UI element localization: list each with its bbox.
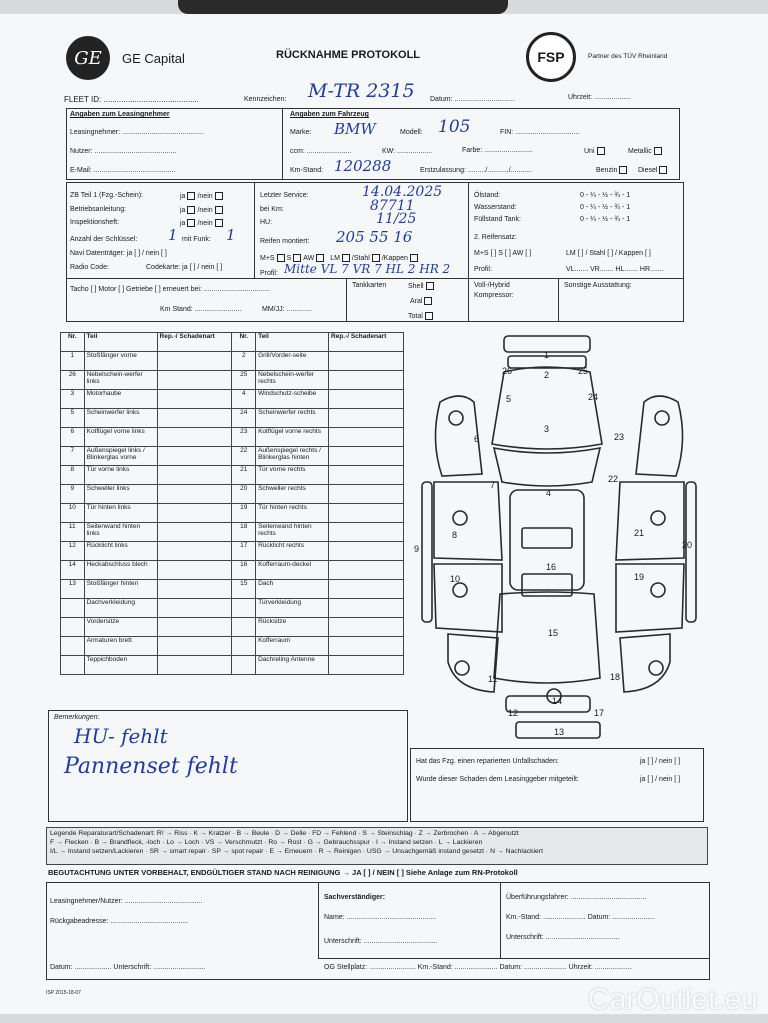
table-header-row — [61, 333, 404, 352]
damage-cell[interactable] — [328, 447, 403, 466]
damage-cell[interactable] — [328, 618, 403, 637]
part-number: 23 — [232, 428, 256, 447]
diagram-label-13: 13 — [554, 727, 565, 737]
table-header-cell: Teil — [256, 333, 329, 352]
right-front-door-part — [616, 482, 684, 560]
fahrzeug-heading: Angaben zum Fahrzeug — [290, 111, 369, 118]
part-name: Kofferraum-deckel — [256, 561, 329, 580]
part-name: Teppichboden — [84, 656, 157, 675]
right-quarter-part — [620, 634, 670, 692]
insp-janein[interactable]: ja /nein — [180, 219, 225, 227]
part-name: Scheinwerfer rechts — [256, 409, 329, 428]
fleet-id: FLEET ID: ........................................... — [64, 95, 199, 104]
diagram-label-16: 16 — [546, 562, 557, 572]
reifensatz-opts2[interactable]: LM [ ] / Stahl [ ] / Kappen [ ] — [566, 250, 651, 257]
part-number: 4 — [232, 390, 256, 409]
reifen-label: Reifen montiert: — [260, 238, 310, 245]
profil-label: Profil: — [260, 270, 278, 277]
table-row — [61, 656, 404, 675]
form-code: ISP 2015-18-07 — [46, 990, 81, 996]
part-name: Tür hinten rechts — [256, 504, 329, 523]
diagram-label-7: 7 — [490, 480, 496, 490]
part-number: 13 — [61, 580, 85, 599]
leasingnehmer-sign: Leasingnehmer/Nutzer: ........................................ — [50, 898, 203, 905]
kw-field: KW: .................. — [382, 148, 433, 155]
right-front-fender-part — [636, 396, 683, 476]
part-name: Außenspiegel links / Blinkerglas vorne — [84, 447, 157, 466]
damage-cell[interactable] — [328, 409, 403, 428]
table-row — [61, 485, 404, 504]
profil2-label: Profil: — [474, 266, 492, 273]
legend-box — [46, 827, 708, 865]
diagram-label-3: 3 — [544, 424, 550, 434]
shell-option[interactable]: Shell — [408, 282, 436, 290]
leasing-heading: Angaben zum Leasingnehmer — [70, 111, 170, 118]
car-damage-diagram — [412, 332, 706, 742]
part-number: 7 — [61, 447, 85, 466]
table-header-cell: Rep.-/ Schadenart — [328, 333, 403, 352]
parts-table — [60, 332, 404, 675]
part-name: Schweller links — [84, 485, 157, 504]
windshield-part — [494, 448, 600, 486]
part-name: Dach — [256, 580, 329, 599]
right-rear-door-part — [616, 564, 684, 632]
part-name: Türverkleidung — [256, 599, 329, 618]
table-row — [61, 428, 404, 447]
damage-cell[interactable] — [157, 599, 232, 618]
legend-line-1: Legende Reparaturart/Schadenart: R! → Riss · K → Kratzer · B → Beule · D → Delle · FD → Fehlend · S → Steinschlag · Z → Zerbrochen · A → Abgenutzt — [50, 830, 519, 837]
part-name: Scheinwerfer links — [84, 409, 157, 428]
part-name: Stoßfänger hinten — [84, 580, 157, 599]
part-name: Kofferraum — [256, 637, 329, 656]
km-value: 120288 — [334, 157, 392, 175]
part-number: 8 — [61, 466, 85, 485]
part-number: 21 — [232, 466, 256, 485]
damage-cell[interactable] — [328, 637, 403, 656]
part-number: 15 — [232, 580, 256, 599]
wasserstand-scale: 0 - ¼ - ½ - ¾ - 1 — [580, 204, 631, 211]
part-name: Außenspiegel rechts / Blinkerglas hinten — [256, 447, 329, 466]
modell-value: 105 — [438, 117, 471, 137]
tank-label: Füllstand Tank: — [474, 216, 521, 223]
part-number — [61, 599, 85, 618]
uni-option[interactable]: Uni — [584, 147, 607, 155]
damage-cell[interactable] — [157, 542, 232, 561]
codekarte-field: Codekarte: ja [ ] / nein [ ] — [146, 264, 223, 271]
damage-cell[interactable] — [328, 485, 403, 504]
part-number: 24 — [232, 409, 256, 428]
diagram-label-12: 12 — [508, 708, 519, 718]
part-name: Kotflügel vorne links — [84, 428, 157, 447]
part-name: Grill/Vorder-seite — [256, 352, 329, 371]
part-name: Kotflügel vorne rechts — [256, 428, 329, 447]
marke-label: Marke: — [290, 129, 312, 136]
table-row — [61, 523, 404, 542]
table-row — [61, 542, 404, 561]
part-number — [61, 637, 85, 656]
part-number — [61, 656, 85, 675]
bei-km-value: 87711 — [370, 198, 415, 214]
sv-unterschrift: Unterschrift: ...................................... — [324, 938, 438, 945]
uhrzeit-field: Uhrzeit: ................... — [568, 94, 632, 101]
radio-code: Radio Code: — [70, 264, 109, 271]
table-row — [61, 390, 404, 409]
remarks-label: Bemerkungen: — [54, 714, 100, 721]
og-stellplatz: OG Stellplatz: ........................ Km.-Stand: ...................... Datum: ...................... Uhrzeit: ................... — [324, 964, 632, 971]
inspektionsheft-row: Inspektionsheft: — [70, 219, 120, 226]
part-name: Seitenwand hinten rechts — [256, 523, 329, 542]
ccm-field: ccm: ....................... — [290, 148, 352, 155]
diagram-label-6: 6 — [474, 434, 480, 444]
clipboard-clip — [178, 0, 508, 14]
mmjj-field: MM/JJ: ............. — [262, 306, 312, 313]
damage-cell[interactable] — [328, 523, 403, 542]
table-header-cell: Teil — [84, 333, 157, 352]
nutzer-field: Nutzer: .......................................... — [70, 148, 177, 155]
email-field: E-Mail: .......................................... — [70, 167, 176, 174]
sunroof-part — [522, 528, 572, 548]
table-row — [61, 599, 404, 618]
table-header-cell: Nr. — [232, 333, 256, 352]
diagram-label-21: 21 — [634, 528, 645, 538]
reifensatz-opts[interactable]: M+S [ ] S [ ] AW [ ] — [474, 250, 532, 257]
oelstand-label: Ölstand: — [474, 192, 501, 199]
partner-text: Partner des TÜV Rheinland — [588, 53, 668, 60]
part-name: Stoßfänger vorne — [84, 352, 157, 371]
damage-cell[interactable] — [328, 656, 403, 675]
damage-cell[interactable] — [328, 580, 403, 599]
part-name: Tür hinten links — [84, 504, 157, 523]
diagram-label-10: 10 — [450, 574, 461, 584]
damage-cell[interactable] — [157, 580, 232, 599]
kennzeichen-label: Kennzeichen: — [244, 96, 287, 103]
reifen-value: 205 55 16 — [336, 228, 413, 246]
diagram-label-18: 18 — [610, 672, 621, 682]
trunk-part — [494, 592, 600, 683]
zb-teil-row: ZB Teil 1 (Fzg.-Schein): — [70, 192, 144, 199]
watermark: CarOutlet.eu — [587, 983, 758, 1016]
damage-cell[interactable] — [328, 599, 403, 618]
remark-line-2: Pannenset fehlt — [64, 754, 238, 779]
accident-q2-janein[interactable]: ja [ ] / nein [ ] — [640, 776, 681, 783]
damage-cell[interactable] — [157, 561, 232, 580]
part-name: Rücksitze — [256, 618, 329, 637]
metallic-option[interactable]: Metallic — [628, 147, 664, 155]
table-row — [61, 352, 404, 371]
ge-brand: GE Capital — [122, 51, 185, 66]
diagram-label-24: 24 — [588, 392, 599, 402]
kmstand-field: Km Stand: ........................ — [160, 306, 242, 313]
part-name: Armaturen brett — [84, 637, 157, 656]
damage-cell[interactable] — [157, 447, 232, 466]
divider — [468, 182, 469, 322]
reifensatz-label: 2. Reifensatz: — [474, 234, 517, 241]
part-number: 17 — [232, 542, 256, 561]
kmstand-datum-field: Km.-Stand: ...................... Datum: ...................... — [506, 914, 655, 921]
table-row — [61, 504, 404, 523]
zb-janein[interactable]: ja /nein — [180, 192, 225, 200]
aral-option[interactable]: Aral — [410, 297, 434, 305]
schluessel-label: Anzahl der Schlüssel: — [70, 236, 138, 243]
part-number: 5 — [61, 409, 85, 428]
damage-cell[interactable] — [328, 352, 403, 371]
remark-line-1: HU- fehlt — [74, 724, 168, 748]
part-name: Dachreling Antenne — [256, 656, 329, 675]
marke-value: BMW — [334, 120, 376, 138]
table-row — [61, 637, 404, 656]
sonstige-label: Sonstige Ausstattung: — [564, 282, 632, 289]
part-name: Windschutz-scheibe — [256, 390, 329, 409]
divider — [66, 278, 684, 279]
table-row — [61, 466, 404, 485]
part-name: Tür vorne rechts — [256, 466, 329, 485]
damage-cell[interactable] — [328, 390, 403, 409]
damage-cell[interactable] — [157, 409, 232, 428]
part-number: 12 — [61, 542, 85, 561]
leasingnehmer-field: Leasingnehmer: .......................................... — [70, 129, 204, 136]
modell-label: Modell: — [400, 129, 423, 136]
diagram-label-23: 23 — [614, 432, 625, 442]
diagram-label-1: 1 — [544, 350, 550, 360]
profil2-line: VL....... VR....... HL....... HR....... — [566, 266, 664, 273]
part-number: 22 — [232, 447, 256, 466]
table-row — [61, 371, 404, 390]
letzter-service-label: Letzter Service: — [260, 192, 309, 199]
legend-line-2: F → Flecken · B → Brandfleck, -loch · Lo → Loch · VS → Verschmutzt · Ro → Rost · G → Gebrauchsspur · I → Instand setzen · L → Lackieren — [50, 838, 483, 846]
hu-value: 11/25 — [376, 211, 417, 227]
total-option[interactable]: Total — [408, 312, 435, 320]
damage-cell[interactable] — [157, 352, 232, 371]
diagram-label-4: 4 — [546, 488, 552, 498]
damage-cell[interactable] — [157, 371, 232, 390]
divider — [558, 278, 559, 322]
kennzeichen-value: M-TR 2315 — [308, 80, 415, 102]
part-number: 16 — [232, 561, 256, 580]
diagram-label-19: 19 — [634, 572, 645, 582]
part-number: 2 — [232, 352, 256, 371]
left-rear-door-part — [434, 564, 502, 632]
page-title: RÜCKNAHME PROTOKOLL — [276, 49, 421, 61]
table-row — [61, 561, 404, 580]
erstzulassung-field: Erstzulassung: ........./.........../........... — [420, 167, 533, 174]
part-name: Rücklicht links — [84, 542, 157, 561]
divider — [254, 182, 255, 278]
part-number: 1 — [61, 352, 85, 371]
tacho-row: Tacho [ ] Motor [ ] Getriebe [ ] erneuert bei: .................................. — [70, 286, 270, 293]
table-row — [61, 409, 404, 428]
part-number: 20 — [232, 485, 256, 504]
hu-label: HU: — [260, 219, 273, 226]
part-name: Tür vorne links — [84, 466, 157, 485]
left-sill-part — [422, 482, 432, 622]
part-number — [232, 656, 256, 675]
part-number: 18 — [232, 523, 256, 542]
divider — [346, 278, 347, 322]
tank-scale: 0 - ¼ - ½ - ¾ - 1 — [580, 216, 631, 223]
diagram-label-9: 9 — [414, 544, 420, 554]
part-name: Rücklicht rechts — [256, 542, 329, 561]
sachverstaendiger-label: Sachverständiger: — [324, 894, 386, 901]
part-number — [232, 637, 256, 656]
voll-label: Voll-/Hybrid — [474, 282, 510, 289]
damage-cell[interactable] — [328, 466, 403, 485]
table-row — [61, 580, 404, 599]
benzin-option[interactable]: Benzin — [596, 166, 629, 174]
damage-cell[interactable] — [328, 542, 403, 561]
diagram-label-2: 2 — [544, 370, 550, 380]
part-name: Nebelschein-werfer links — [84, 371, 157, 390]
part-number: 6 — [61, 428, 85, 447]
ueberfuehrung-field: Überführungsfahrer: ....................................... — [506, 894, 647, 901]
part-number: 11 — [61, 523, 85, 542]
part-number: 25 — [232, 371, 256, 390]
damage-cell[interactable] — [157, 618, 232, 637]
km-label: Km-Stand: — [290, 167, 324, 174]
protocol-sheet — [0, 14, 768, 1014]
divider — [318, 958, 710, 959]
damage-cell[interactable] — [157, 485, 232, 504]
part-name: Motorhaube — [84, 390, 157, 409]
oelstand-scale: 0 - ¼ - ½ - ¾ - 1 — [580, 192, 631, 199]
divider — [282, 108, 283, 180]
part-number: 19 — [232, 504, 256, 523]
diagram-label-14: 14 — [552, 696, 563, 706]
part-number — [61, 618, 85, 637]
part-name: Dachverkleidung — [84, 599, 157, 618]
part-number — [232, 618, 256, 637]
profil-value: Mitte VL 7 VR 7 HL 2 HR 2 — [284, 262, 451, 276]
betrieb-janein[interactable]: ja /nein — [180, 206, 225, 214]
part-number: 10 — [61, 504, 85, 523]
damage-cell[interactable] — [157, 390, 232, 409]
diagram-label-15: 15 — [548, 628, 559, 638]
navi-field: Navi Datenträger: ja [ ] / nein [ ] — [70, 250, 167, 257]
divider — [500, 882, 501, 958]
funk-label: mit Funk: — [182, 236, 211, 243]
datum-unterschrift: Datum: ................... Unterschrift: ........................... — [50, 964, 206, 971]
diagram-label-26: 26 — [502, 366, 513, 376]
damage-cell[interactable] — [328, 371, 403, 390]
fsp-logo-icon: FSP — [526, 32, 576, 82]
ueberfuehrung-unterschrift: Unterschrift: ...................................... — [506, 934, 620, 941]
part-name: Heckabschluss blech — [84, 561, 157, 580]
diagram-label-17: 17 — [594, 708, 605, 718]
legend-line-3: I/L → Instand setzen/Lackieren · SR → smart repair · SP → spot repair · E → Erneuern · R → Reinigen · USG → Unsachgemäß instand gesetzt · N → Nachlackiert — [50, 847, 543, 855]
table-row — [61, 447, 404, 466]
bei-km-label: bei Km: — [260, 206, 284, 213]
diagram-label-5: 5 — [506, 394, 512, 404]
diagram-label-11: 11 — [488, 674, 498, 684]
right-sill-part — [686, 482, 696, 622]
part-number: 26 — [61, 371, 85, 390]
ge-logo-icon: GE — [66, 36, 110, 80]
diagram-label-25: 25 — [578, 366, 589, 376]
damage-cell[interactable] — [157, 504, 232, 523]
reifen-types[interactable]: M+S S AW LM /Stahl /Kappen — [260, 254, 420, 262]
fin-field: FIN: ................................. — [500, 129, 580, 136]
damage-cell[interactable] — [157, 656, 232, 675]
sv-name: Name: .............................................. — [324, 914, 437, 921]
part-name: Nebelschein-werfer rechts — [256, 371, 329, 390]
schluessel-value: 1 — [168, 226, 178, 244]
damage-cell[interactable] — [328, 561, 403, 580]
letzter-service-value: 14.04.2025 — [362, 184, 443, 200]
accident-q2: Wurde dieser Schaden dem Leasinggeber mitgeteilt: — [416, 776, 579, 783]
damage-cell[interactable] — [157, 466, 232, 485]
divider — [318, 882, 319, 958]
tankkarten-label: Tankkarten — [352, 282, 387, 289]
accident-q1: Hat das Fzg. einen reparierten Unfallschaden: — [416, 758, 559, 765]
kompressor-label: Kompressor: — [474, 292, 514, 299]
part-name: Seitenwand hinten links — [84, 523, 157, 542]
part-number — [232, 599, 256, 618]
diagram-label-22: 22 — [608, 474, 619, 484]
diagram-label-8: 8 — [452, 530, 458, 540]
rueckgabe-address: Rückgabeadresse: ........................................ — [50, 918, 189, 925]
accident-q1-janein[interactable]: ja [ ] / nein [ ] — [640, 758, 681, 765]
damage-cell[interactable] — [157, 637, 232, 656]
part-number: 14 — [61, 561, 85, 580]
diesel-option[interactable]: Diesel — [638, 166, 669, 174]
damage-cell[interactable] — [157, 428, 232, 447]
left-front-door-part — [434, 482, 502, 560]
table-header-cell: Rep.-/ Schadenart — [157, 333, 232, 352]
part-name: Schweller rechts — [256, 485, 329, 504]
roof-part — [510, 490, 584, 590]
table-header-cell: Nr. — [61, 333, 85, 352]
damage-cell[interactable] — [328, 428, 403, 447]
farbe-field: Farbe: ......................... — [462, 147, 533, 154]
diagram-label-20: 20 — [682, 540, 693, 550]
part-number: 3 — [61, 390, 85, 409]
part-number: 9 — [61, 485, 85, 504]
betriebsanleitung-row: Betriebsanleitung: — [70, 206, 127, 213]
table-row — [61, 618, 404, 637]
datum-field: Datum: ............................... — [430, 96, 515, 103]
wasserstand-label: Wasserstand: — [474, 204, 517, 211]
damage-cell[interactable] — [328, 504, 403, 523]
disclaimer: BEGUTACHTUNG UNTER VORBEHALT, ENDGÜLTIGER STAND NACH REINIGUNG → JA [ ] / NEIN [ ] Siehe Anlage zum RN-Protokoll — [48, 868, 518, 877]
damage-cell[interactable] — [157, 523, 232, 542]
part-name: Vordersitze — [84, 618, 157, 637]
funk-value: 1 — [226, 226, 236, 244]
